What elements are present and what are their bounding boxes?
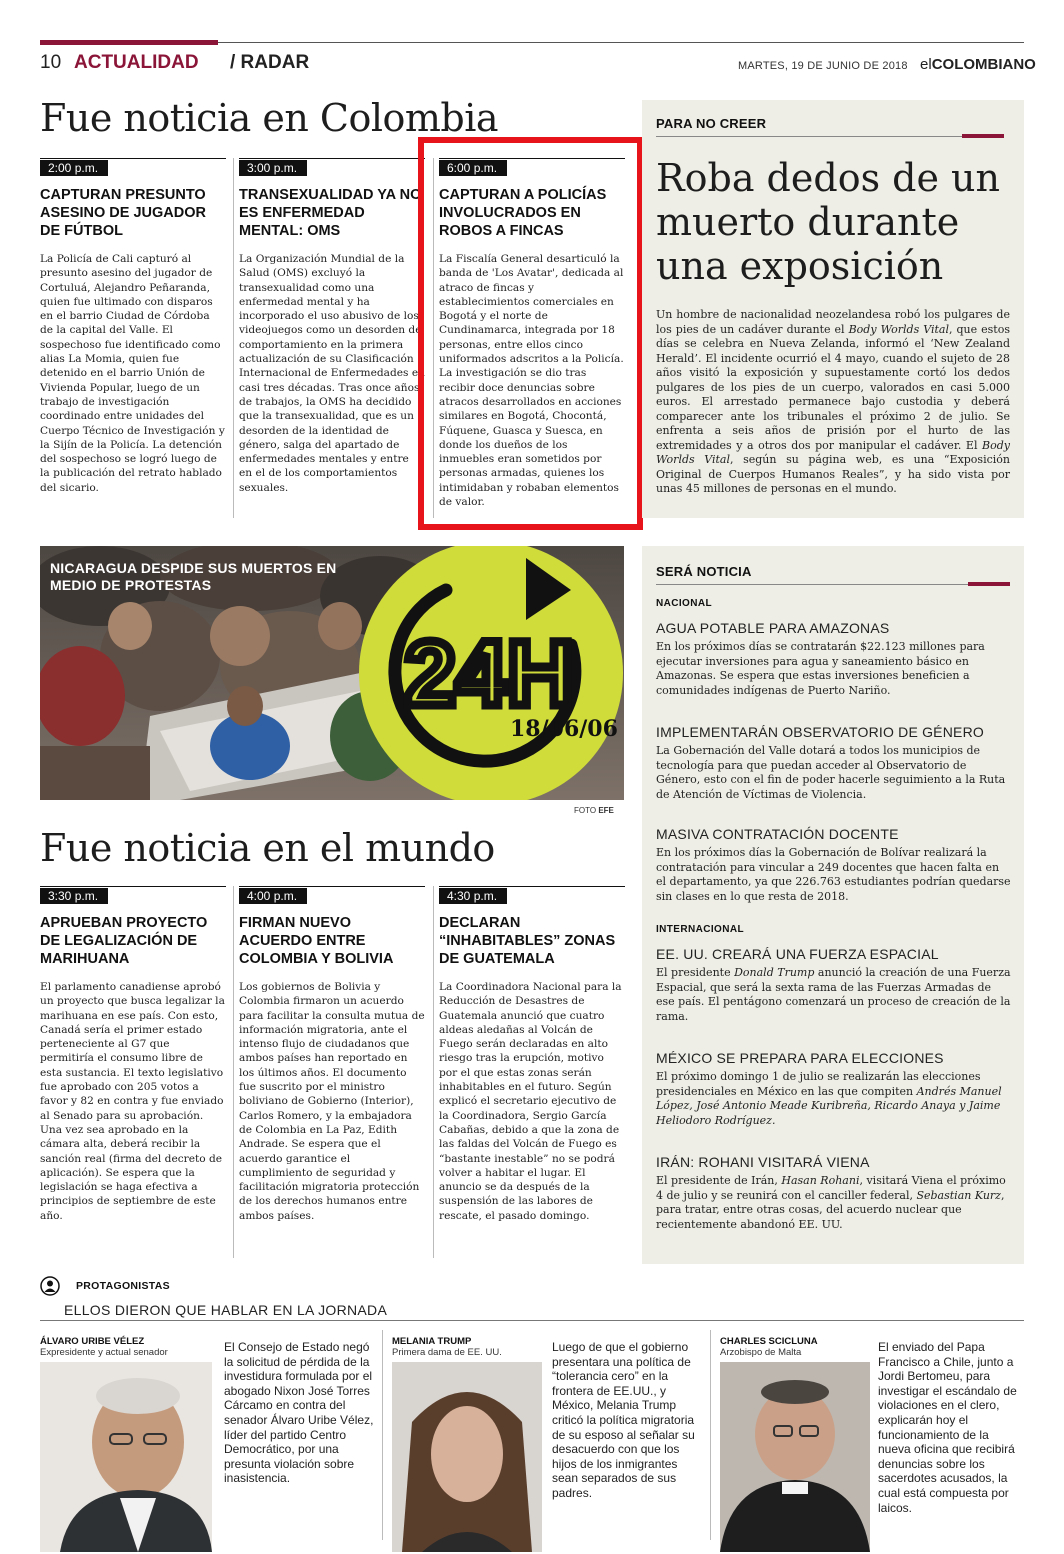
item-body: Los gobiernos de Bolivia y Colombia firmaron un acuerdo para facilitar la consulta mutua de información migratoria, ante el intenso flujo de ciudadanos que ambos países han reportado en los últimos años. El documento fue suscrito por el ministro boliviano de Gobierno (Interior), Carlos Romero, y la embajadora de Colombia en La Paz, Edith Andrade. Se espera que el acuerdo garantice el cumplimiento de seguridad y facilitación migratoria protección de los derechos humanos entre ambos países. xyxy=(239,981,425,1222)
time-badge: 3:00 p.m. xyxy=(239,160,307,176)
protagonist-name: MELANIA TRUMP xyxy=(392,1336,472,1347)
item-headline: APRUEBAN PROYECTO DE LEGALIZACIÓN DE MARIHUANA xyxy=(40,915,208,967)
highlight-box xyxy=(418,137,643,530)
noticia-title: MASIVA CONTRATACIÓN DOCENTE xyxy=(656,826,899,842)
mundo-item-2 xyxy=(239,886,425,1223)
section-name: ACTUALIDAD xyxy=(74,52,199,73)
protagonistas-subtitle: ELLOS DIERON QUE HABLAR EN LA JORNADA xyxy=(64,1302,388,1318)
noticia-title: AGUA POTABLE PARA AMAZONAS xyxy=(656,620,890,636)
noticia-title: EE. UU. CREARÁ UNA FUERZA ESPACIAL xyxy=(656,946,939,962)
photo-credit: FOTO EFE xyxy=(574,806,614,815)
column-divider xyxy=(233,886,234,1258)
column-divider xyxy=(382,1330,383,1540)
24h-badge-text: 24H xyxy=(404,623,574,725)
panel-title: Roba dedos de un muerto durante una exposición xyxy=(656,156,1000,288)
colombia-section-title: Fue noticia en Colombia xyxy=(40,96,499,140)
noticia-nacional-1 xyxy=(656,620,1012,698)
column-divider xyxy=(433,886,434,1258)
header-accent-rule xyxy=(40,40,218,45)
protagonistas-rule xyxy=(40,1320,1024,1321)
internacional-label: INTERNACIONAL xyxy=(656,924,744,935)
masthead-prefix: el xyxy=(920,56,932,73)
protagonist-text: El Consejo de Estado negó la solicitud de pérdida de la investidura formulada por el abogado Nixon José Torres Cárcamo en contra del senador Álvaro Uribe Vélez, líder del partido Centro Democrático, por una presunta violación sobre inasistencia. xyxy=(224,1340,374,1486)
portrait-scicluna xyxy=(720,1362,870,1552)
panel-label: SERÁ NOTICIA xyxy=(656,564,752,579)
item-body: La Policía de Cali capturó al presunto asesino del jugador de Cortuluá, Alejandro Peñaranda, quien fue ultimado con disparos en el barrio Ciudad de Córdoba de la capital del Valle. El sospechoso fue identificado como alias La Momia, quien fue detenido en el barrio Unión de Vivienda Popular, luego de un trabajo de investigación coordinado entre unidades del Cuerpo Técnico de Investigación y la Sijín de la Policía. La detención del sospechoso se logró luego de la publicación del retrato hablado del sicario. xyxy=(40,253,225,494)
para-no-creer-panel xyxy=(642,100,1024,518)
item-body: La Organización Mundial de la Salud (OMS) excluyó la transexualidad como una enfermedad mental y ha incorporado el uso abusivo de los videojuegos como un desorden de comportamiento en la primera actualización de su Clasificación Internacional de Enfermedades en casi tres décadas. Tras once años de trabajos, la OMS ha decidido que la transexualidad, que es un desorden de la identidad de género, salga del apartado de enfermedades mentales y entre en el de los comportamientos sexuales. xyxy=(239,253,425,494)
time-badge: 2:00 p.m. xyxy=(40,160,108,176)
header-date: MARTES, 19 DE JUNIO DE 2018 xyxy=(738,60,908,72)
protagonist-text: Luego de que el gobierno presentara una política de “tolerancia cero” en la frontera de EE.UU., y México, Melania Trump criticó la política migratoria de su esposo al señalar su desacuerdo con que los hijos de los inmigrantes sean separados de sus padres. xyxy=(552,1340,695,1500)
noticia-internacional-1 xyxy=(656,946,1012,1024)
portrait-melania xyxy=(392,1362,542,1552)
noticia-title: IMPLEMENTARÁN OBSERVATORIO DE GÉNERO xyxy=(656,724,984,740)
panel-rule xyxy=(656,584,1010,585)
item-body: La Fiscalía General desarticuló la banda de 'Los Avatar', dedicada al atraco de fincas y establecimientos comerciales en Bogotá y el norte de Cundinamarca, integrada por 18 personas, entre ellos cinco uniformados adscritos a la Policía. La investigación se dio tras recibir doce denuncias sobre atracos desarrollados en acciones similares en Bogotá, Chocontá, Fúquene, Guasca y Suesca, en donde los dueños de los inmuebles eran sometidos por personas armadas, quienes los intimidaban y robaban elementos de valor. xyxy=(439,253,624,509)
panel-label: PARA NO CREER xyxy=(656,116,767,131)
subsection-name: / RADAR xyxy=(230,52,310,73)
badge-date: 18/06/06 xyxy=(510,716,618,742)
portrait-uribe xyxy=(40,1362,212,1552)
protagonistas-label: PROTAGONISTAS xyxy=(76,1280,170,1292)
protagonist-role: Arzobispo de Malta xyxy=(720,1347,802,1358)
photo-caption: NICARAGUA DESPIDE SUS MUERTOS EN MEDIO DE PROTESTAS xyxy=(50,560,337,593)
masthead-logo xyxy=(920,56,1036,73)
noticia-nacional-3 xyxy=(656,826,1012,904)
panel-rule xyxy=(656,136,1004,137)
item-headline: DECLARAN “INHABITABLES” ZONAS DE GUATEMALA xyxy=(439,915,616,967)
mundo-section-title: Fue noticia en el mundo xyxy=(40,826,495,870)
panel-body: Un hombre de nacionalidad neozelandesa robó los pulgares de los pies de un cadáver durante el Body Worlds Vital, que estos días se celebra en Nueva Zelanda, informó el ‘New Zealand Herald’. El incidente ocurrió el 4 mayo, cuando el sujeto de 28 años visitó la exposición y supuestamente cortó los dedos pulgares de los pies de un cuerpo, valorados en casi 5.000 euros. El arrestado permanece bajo custodia y deberá comparecer ante los tribunales el próximo 2 de julio. Se enfrenta a seis años de prisión por el hurto de las extremidades y a otros dos por manipular el cadáver. El Body Worlds Vital, según su página web, es una “Exposición Original de Cuerpos Humanos Reales”, y ha sido vista por unas 45 millones de personas en el mundo. xyxy=(656,308,1010,495)
noticia-body: En los próximos días se contratarán $22.123 millones para ejecutar inversiones para agua y saneamiento básico en Amazonas. Se espera que estas inversiones beneficien a comunidades indígenas de Puerto Nariño. xyxy=(656,640,985,697)
noticia-body: El presidente de Irán, Hasan Rohani, visitará Viena el próximo 4 de julio y se reunirá con el canciller federal, Sebastian Kurz, para tratar, entre otras cosas, del acuerdo nuclear que recientemente abandonó EE. UU. xyxy=(656,1174,1006,1231)
time-badge: 6:00 p.m. xyxy=(439,160,507,176)
time-badge: 3:30 p.m. xyxy=(40,888,108,904)
column-divider xyxy=(710,1330,711,1540)
colombia-item-2 xyxy=(239,158,425,495)
header-rule xyxy=(218,42,1024,43)
panel-rule-accent xyxy=(962,134,1004,138)
protagonist-name: CHARLES SCICLUNA xyxy=(720,1336,818,1347)
24h-badge-icon xyxy=(356,546,624,800)
noticia-internacional-3 xyxy=(656,1154,1012,1232)
protagonist-name: ÁLVARO URIBE VÉLEZ xyxy=(40,1336,145,1347)
noticia-title: MÉXICO SE PREPARA PARA ELECCIONES xyxy=(656,1050,944,1066)
item-headline: CAPTURAN PRESUNTO ASESINO DE JUGADOR DE FÚTBOL xyxy=(40,187,206,239)
protagonist-text: El enviado del Papa Francisco a Chile, junto a Jordi Bertomeu, para investigar el escándalo de violaciones en el clero, explicarán hoy el funcionamiento de la nueva oficina que recibirá denuncias sobre los sacerdotes acusados, la cual está compuesta por laicos. xyxy=(878,1340,1017,1515)
noticia-nacional-2 xyxy=(656,724,1012,802)
noticia-body: El presidente Donald Trump anunció la creación de una Fuerza Espacial, que será la sexta rama de las Fuerzas Armadas de ese país. El pentágono comenzará un proceso de creación de la rama. xyxy=(656,966,1011,1023)
noticia-internacional-2 xyxy=(656,1050,1012,1128)
page-number: 10 xyxy=(40,52,62,73)
item-body: La Coordinadora Nacional para la Reducción de Desastres de Guatemala anunció que cuatro aldeas aledañas al Volcán de Fuego serán declaradas en alto riesgo tras la erupción, motivo por el que estas zonas serán inhabitables en el futuro. Según explicó el secretario ejecutivo de la Coordinadora, Sergio García Cabañas, debido a que la zona de las faldas del Volcán de Fuego es “bastante inestable” no se podrá volver a habitar el lugar. El anuncio se da después de la suspensión de las labores de rescate, el pasado domingo. xyxy=(439,981,622,1222)
masthead-name: COLOMBIANO xyxy=(931,56,1036,73)
mundo-item-3 xyxy=(439,886,625,1223)
time-badge: 4:00 p.m. xyxy=(239,888,307,904)
mundo-item-1 xyxy=(40,886,226,1223)
column-divider xyxy=(233,158,234,518)
noticia-title: IRÁN: ROHANI VISITARÁ VIENA xyxy=(656,1154,870,1170)
person-icon xyxy=(40,1276,60,1296)
panel-rule-accent xyxy=(968,582,1010,586)
item-headline: FIRMAN NUEVO ACUERDO ENTRE COLOMBIA Y BOLIVIA xyxy=(239,915,394,967)
news-photo xyxy=(40,546,624,800)
protagonist-role: Expresidente y actual senador xyxy=(40,1347,168,1358)
time-badge: 4:30 p.m. xyxy=(439,888,507,904)
colombia-item-1 xyxy=(40,158,226,495)
item-headline: CAPTURAN A POLICÍAS INVOLUCRADOS EN ROBOS A FINCAS xyxy=(439,187,607,239)
noticia-body: La Gobernación del Valle dotará a todos los municipios de tecnología para que puedan acceder al Observatorio de Género, esto con el fin de poder hacerle seguimiento a la Ruta de Atención de Víctimas de Violencia. xyxy=(656,744,1006,801)
noticia-body: En los próximos días la Gobernación de Bolívar realizará la contratación para vincular a 249 docentes que hacen falta en el departamento, ya que 226.763 estudiantes podrían quedarse sin clases en lo que resta de 2018. xyxy=(656,846,1011,903)
sera-noticia-panel xyxy=(642,546,1024,1264)
item-body: El parlamento canadiense aprobó un proyecto que busca legalizar la marihuana en ese país. Con esto, Canadá sería el primer estado perteneciente al G7 que permitiría el consumo libre de esta sustancia. El texto legislativo fue aprobado con 205 votos a favor y 82 en contra y fue enviado al Senado para su aprobación. Una vez sea aprobado en la cámara alta, deberá recibir la sanción real (firma del decreto de aplicación). Se espera que la legislación se haga efectiva a principios de septiembre de este año. xyxy=(40,981,225,1222)
nacional-label: NACIONAL xyxy=(656,598,712,609)
protagonist-role: Primera dama de EE. UU. xyxy=(392,1347,502,1358)
noticia-body: El próximo domingo 1 de julio se realizarán las elecciones presidenciales en México en las que compiten Andrés Manuel López, José Antonio Meade Kuribreña, Ricardo Anaya y Jaime Heliodoro Rodríguez. xyxy=(656,1070,1002,1127)
item-headline: TRANSEXUALIDAD YA NO ES ENFERMEDAD MENTAL: OMS xyxy=(239,187,422,239)
